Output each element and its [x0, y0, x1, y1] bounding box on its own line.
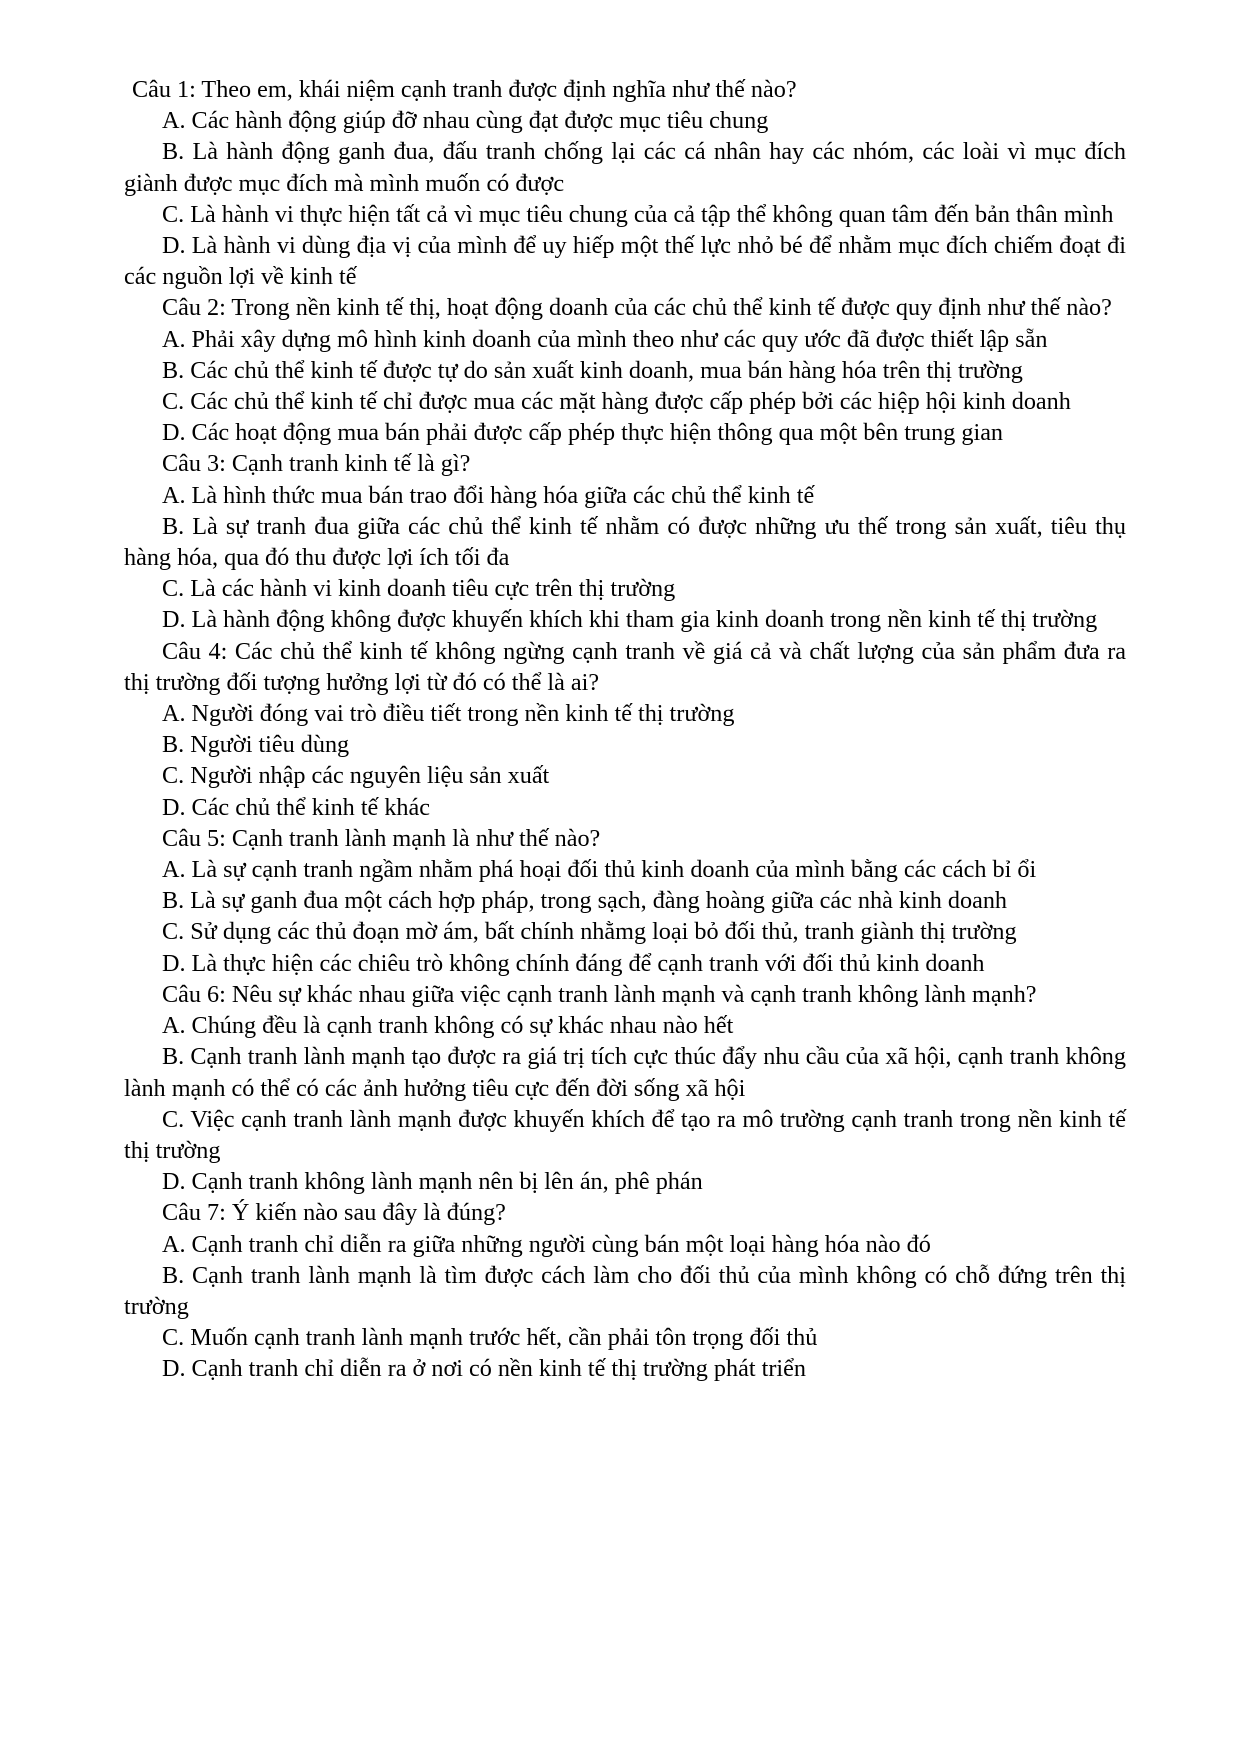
q2-option-b: B. Các chủ thể kinh tế được tự do sản xuất kinh doanh, mua bán hàng hóa trên thị trường: [162, 356, 1023, 384]
q1-option-b: B. Là hành động ganh đua, đấu tranh chống lại các cá nhân hay các nhóm, các loài vì mục đích giành được mục đích mà mình muốn có được: [124, 138, 1126, 197]
q5-option-a: A. Là sự cạnh tranh ngầm nhằm phá hoại đối thủ kinh doanh của mình bằng các cách bỉ ổi: [162, 856, 1037, 884]
question-7: Câu 7: Ý kiến nào sau đây là đúng?: [162, 1199, 506, 1227]
q2-option-c: C. Các chủ thể kinh tế chỉ được mua các mặt hàng được cấp phép bởi các hiệp hội kinh doanh: [162, 388, 1071, 416]
q3-option-d: D. Là hành động không được khuyến khích khi tham gia kinh doanh trong nền kinh tế thị trường: [162, 606, 1098, 634]
q2-option-a: A. Phải xây dựng mô hình kinh doanh của mình theo như các quy ước đã được thiết lập sẵn: [162, 325, 1048, 353]
q7-option-d: D. Cạnh tranh chỉ diễn ra ở nơi có nền kinh tế thị trường phát triển: [162, 1355, 806, 1383]
q1-option-c: C. Là hành vi thực hiện tất cả vì mục tiêu chung của cả tập thể không quan tâm đến bản thân mình: [162, 200, 1114, 228]
question-6: Câu 6: Nêu sự khác nhau giữa việc cạnh tranh lành mạnh và cạnh tranh không lành mạnh?: [162, 980, 1037, 1008]
q4-option-c: C. Người nhập các nguyên liệu sản xuất: [162, 762, 550, 790]
question-2: Câu 2: Trong nền kinh tế thị, hoạt động doanh của các chủ thể kinh tế được quy định như thế nào?: [162, 294, 1112, 322]
question-1: Câu 1: Theo em, khái niệm cạnh tranh được định nghĩa như thế nào?: [132, 76, 797, 103]
q7-option-c: C. Muốn cạnh tranh lành mạnh trước hết, cần phải tôn trọng đối thủ: [162, 1324, 818, 1352]
question-4: Câu 4: Các chủ thể kinh tế không ngừng cạnh tranh về giá cả và chất lượng của sản phẩm đưa ra thị trường đối tượng hưởng lợi từ đó có thể là ai?: [124, 637, 1126, 696]
q7-option-b: B. Cạnh tranh lành mạnh là tìm được cách làm cho đối thủ của mình không có chỗ đứng trên thị trường: [124, 1261, 1126, 1320]
q6-option-a: A. Chúng đều là cạnh tranh không có sự khác nhau nào hết: [162, 1012, 734, 1040]
q4-option-b: B. Người tiêu dùng: [162, 731, 350, 759]
q3-option-a: A. Là hình thức mua bán trao đổi hàng hóa giữa các chủ thể kinh tế: [162, 481, 815, 509]
q5-option-c: C. Sử dụng các thủ đoạn mờ ám, bất chính nhằmg loại bỏ đối thủ, tranh giành thị trường: [162, 918, 1017, 946]
q1-option-a: A. Các hành động giúp đỡ nhau cùng đạt được mục tiêu chung: [162, 107, 769, 135]
q1-option-d: D. Là hành vi dùng địa vị của mình để uy hiếp một thế lực nhỏ bé để nhằm mục đích chiếm đoạt đi các nguồn lợi về kinh tế: [124, 232, 1126, 291]
q6-option-b: B. Cạnh tranh lành mạnh tạo được ra giá trị tích cực thúc đẩy nhu cầu của xã hội, cạnh tranh không lành mạnh có thể có các ảnh hưởng tiêu cực đến đời sống xã hội: [124, 1043, 1126, 1102]
q5-option-d: D. Là thực hiện các chiêu trò không chính đáng để cạnh tranh với đối thủ kinh doanh: [162, 949, 985, 977]
question-3: Câu 3: Cạnh tranh kinh tế là gì?: [162, 450, 471, 478]
q2-option-d: D. Các hoạt động mua bán phải được cấp phép thực hiện thông qua một bên trung gian: [162, 419, 1004, 447]
q3-option-b: B. Là sự tranh đua giữa các chủ thể kinh tế nhằm có được những ưu thế trong sản xuất, tiêu thụ hàng hóa, qua đó thu được lợi ích tối đa: [124, 512, 1126, 572]
q4-option-a: A. Người đóng vai trò điều tiết trong nền kinh tế thị trường: [162, 700, 735, 728]
question-5: Câu 5: Cạnh tranh lành mạnh là như thế nào?: [162, 824, 601, 852]
q4-option-d: D. Các chủ thể kinh tế khác: [162, 793, 430, 821]
q6-option-d: D. Cạnh tranh không lành mạnh nên bị lên án, phê phán: [162, 1168, 703, 1196]
q3-option-c: C. Là các hành vi kinh doanh tiêu cực trên thị trường: [162, 575, 676, 603]
q5-option-b: B. Là sự ganh đua một cách hợp pháp, trong sạch, đàng hoàng giữa các nhà kinh doanh: [162, 887, 1008, 915]
q7-option-a: A. Cạnh tranh chỉ diễn ra giữa những người cùng bán một loại hàng hóa nào đó: [162, 1230, 931, 1258]
q6-option-c: C. Việc cạnh tranh lành mạnh được khuyến khích để tạo ra mô trường cạnh tranh trong nền kinh tế thị trường: [124, 1105, 1126, 1164]
